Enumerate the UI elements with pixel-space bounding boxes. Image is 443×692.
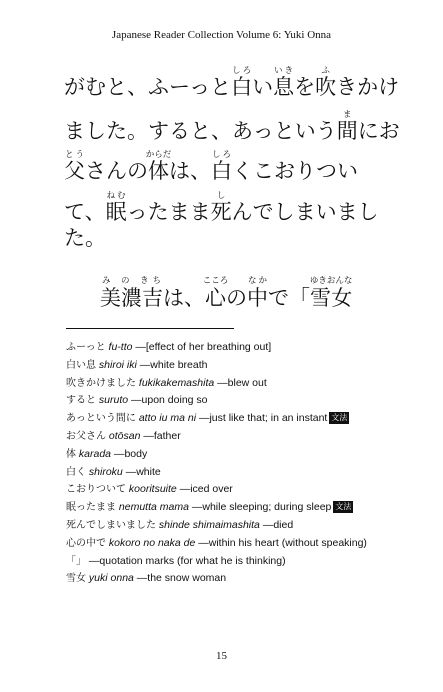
kanji-base: 死 [210,200,232,224]
kanji-base: 吹 [315,75,337,99]
furigana-word [100,276,163,310]
glossary-entry [66,481,406,499]
furigana-reading: ふ [315,66,337,76]
glossary-entry [66,410,406,428]
passage-text: にお [357,119,400,143]
passage-text: がむと、ふーっと [64,75,232,99]
glossary-definition: —the snow woman [136,572,227,585]
passage-line [100,276,443,309]
glossary-definition: —body [113,447,148,460]
furigana-reading: とう [64,150,85,160]
glossary-romaji: yuki onna [88,572,134,585]
kanji-base: 体 [145,159,172,183]
kanji-base: 眠 [105,200,127,224]
furigana-word [273,66,295,99]
passage-text: で「 [268,286,310,310]
glossary-term: 「」 [66,555,86,567]
glossary-romaji: atto iu ma ni [138,412,197,425]
glossary-definition: —within his heart (without speaking) [198,536,367,549]
glossary-term: すると [66,395,96,407]
vocabulary-glossary [66,339,406,588]
glossary-term: 死んでしまいました [66,519,156,531]
grammar-note-badge: 文法 [331,413,348,423]
glossary-entry [66,570,406,588]
glossary-definition: —while sleeping; during sleep [191,501,332,514]
kanji-base: 雪女 [309,286,353,310]
furigana-reading: しろ [211,150,232,160]
glossary-romaji: shiroku [88,465,123,478]
footnote-divider [66,328,234,329]
running-header: Japanese Reader Collection Volume 6: Yuki Onna [111,29,332,41]
furigana-word [309,276,353,310]
glossary-romaji: suruto [98,394,129,407]
passage-text: くこおりつい [232,159,358,183]
passage-text: は、 [163,286,205,310]
kanji-base: 父 [64,159,85,183]
passage-text: さんの [85,159,148,183]
passage-line [64,110,424,142]
grammar-note-badge: 文法 [335,502,352,512]
kanji-base: 心 [202,286,229,310]
passage-text: た。 [64,226,106,250]
glossary-term: こおりついて [66,484,126,496]
furigana-word [315,66,337,99]
page-number: 15 [216,650,227,662]
glossary-definition: —blew out [217,376,267,389]
glossary-entry [66,357,406,375]
furigana-reading: ねむ [105,191,127,201]
glossary-romaji: fukikakemashita [138,376,215,389]
glossary-definition: —iced over [179,483,233,496]
furigana-reading: こころ [202,276,229,286]
furigana-reading: ま [336,110,358,120]
glossary-entry [66,428,406,446]
glossary-definition: —quotation marks (for what he is thinking) [88,554,286,567]
glossary-term: 白く [66,466,86,478]
furigana-reading: からだ [145,150,172,160]
furigana-reading: し [210,191,232,201]
passage-line [64,228,424,249]
glossary-entry [66,499,406,517]
furigana-reading: ゆきおんな [309,276,353,286]
furigana-word [145,150,172,183]
furigana-word [105,191,127,224]
passage-text: い [252,75,274,99]
glossary-term: 心の中で [66,537,106,549]
glossary-term: 雪女 [66,573,86,585]
furigana-word [210,191,232,224]
glossary-term: 体 [66,448,76,460]
kanji-base: 息 [273,75,295,99]
glossary-entry [66,446,406,464]
glossary-entry [66,535,406,553]
passage-text: は、 [169,159,211,183]
furigana-reading: しろ [231,66,253,76]
glossary-term: 白い息 [66,359,96,371]
kanji-base: 白 [231,75,253,99]
furigana-word [211,150,232,183]
glossary-romaji: shinde shimaimashita [158,518,260,531]
furigana-reading: いき [273,66,295,76]
glossary-romaji: karada [78,447,112,460]
glossary-romaji: shiroi iki [98,358,137,371]
furigana-reading: み の きち [100,276,163,286]
glossary-definition: —father [143,429,181,442]
glossary-definition: —[effect of her breathing out] [135,341,272,353]
glossary-entry [66,464,406,482]
glossary-term: ふーっと [66,342,106,353]
glossary-romaji: kooritsuite [128,483,177,496]
glossary-entry [66,392,406,410]
kanji-base: 中 [247,286,268,310]
glossary-definition: —upon doing so [131,394,208,407]
glossary-entry [66,339,406,357]
glossary-romaji: nemutta mama [118,501,189,514]
glossary-entry [66,375,406,393]
glossary-romaji: fu-tto [108,341,133,353]
furigana-word [336,110,358,143]
passage-text: んでしまいまし [231,200,379,224]
furigana-word [202,276,229,310]
kanji-base: 間 [336,119,358,143]
glossary-term: あっという間に [66,413,136,425]
glossary-romaji: kokoro no naka de [108,536,196,549]
glossary-definition: —white breath [139,358,208,371]
glossary-term: お父さん [66,430,106,442]
kanji-base: 白 [211,159,232,183]
glossary-term: 吹きかけました [66,377,136,389]
kanji-base: 美濃吉 [100,286,163,310]
furigana-word [64,150,85,183]
furigana-word [231,66,253,99]
furigana-word [247,276,268,310]
glossary-definition: —white [125,465,161,478]
passage-text: の [226,286,247,310]
glossary-definition: —died [262,518,294,531]
glossary-term: 眠ったまま [66,502,116,514]
passage-line [64,191,424,223]
passage-text: ました。すると、あっという [64,119,337,143]
passage-text: を [294,75,316,99]
glossary-entry [66,517,406,535]
passage-text: ったまま [126,200,211,224]
passage-line [64,150,424,182]
passage-line [64,66,424,98]
passage-text: て、 [64,200,106,224]
passage-text: きかけ [336,75,400,99]
furigana-reading: なか [247,276,268,286]
glossary-definition: —just like that; in an instant [198,412,328,425]
glossary-entry [66,553,406,571]
glossary-romaji: otōsan [108,429,141,442]
